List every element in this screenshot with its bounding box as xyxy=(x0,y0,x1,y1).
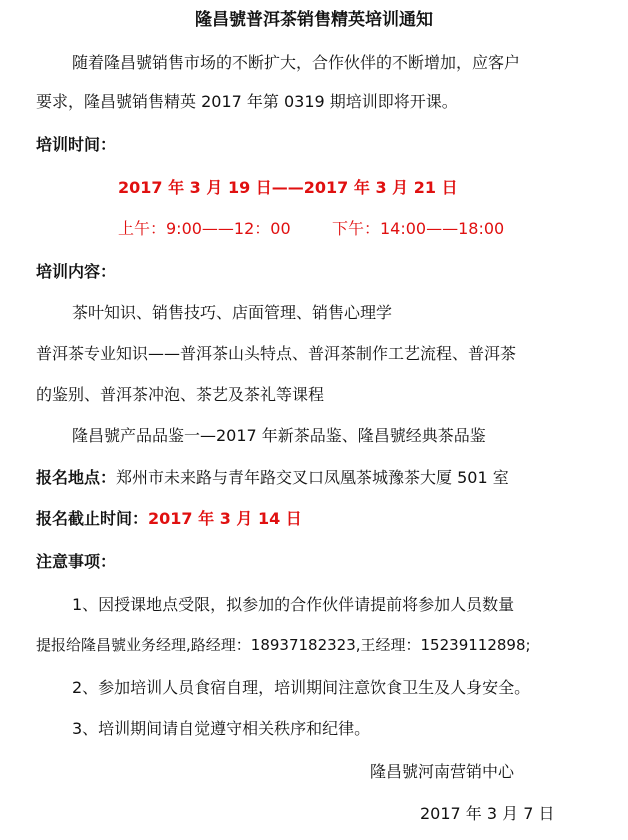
registration-location xyxy=(36,467,509,489)
registration-location-value: 郑州市未来路与青年路交叉口凤凰茶城豫茶大厦 501 室 xyxy=(116,468,509,487)
training-afternoon-hours: 下午：14:00——18:00 xyxy=(332,219,505,238)
notes-heading: 注意事项： xyxy=(36,552,117,571)
training-dates: 2017 年 3 月 19 日——2017 年 3 月 21 日 xyxy=(118,178,458,197)
document-date: 2017 年 3 月 7 日 xyxy=(420,804,555,823)
registration-location-label: 报名地点： xyxy=(36,468,117,487)
content-item-3: 隆昌號产品品鉴一—2017 年新茶品鉴、隆昌號经典茶品鉴 xyxy=(72,426,486,445)
document-title: 隆昌號普洱茶销售精英培训通知 xyxy=(195,10,433,30)
training-morning-hours: 上午：9:00——12：00 xyxy=(118,219,291,238)
registration-deadline-value: 2017 年 3 月 14 日 xyxy=(148,509,302,528)
registration-deadline-label: 报名截止时间： xyxy=(36,509,149,528)
note-2: 2、参加培训人员食宿自理，培训期间注意饮食卫生及人身安全。 xyxy=(72,678,531,697)
intro-line-2: 要求，隆昌號销售精英 2017 年第 0319 期培训即将开课。 xyxy=(36,92,458,111)
signature: 隆昌號河南营销中心 xyxy=(370,762,515,781)
content-item-1: 茶叶知识、销售技巧、店面管理、销售心理学 xyxy=(72,303,393,322)
training-time-heading: 培训时间： xyxy=(36,135,117,154)
content-item-2-line-2: 的鉴别、普洱茶冲泡、茶艺及茶礼等课程 xyxy=(36,385,325,404)
note-1-line-1: 1、因授课地点受限，拟参加的合作伙伴请提前将参加人员数量 xyxy=(72,595,515,614)
registration-deadline xyxy=(36,508,302,530)
note-3: 3、培训期间请自觉遵守相关秩序和纪律。 xyxy=(72,719,371,738)
training-content-heading: 培训内容： xyxy=(36,262,117,281)
content-item-2-line-1: 普洱茶专业知识——普洱茶山头特点、普洱茶制作工艺流程、普洱茶 xyxy=(36,344,517,363)
intro-line-1: 随着隆昌號销售市场的不断扩大，合作伙伴的不断增加，应客户 xyxy=(72,53,521,72)
note-1-line-2: 提报给隆昌號业务经理,路经理：18937182323,王经理：15239112898; xyxy=(36,636,531,654)
